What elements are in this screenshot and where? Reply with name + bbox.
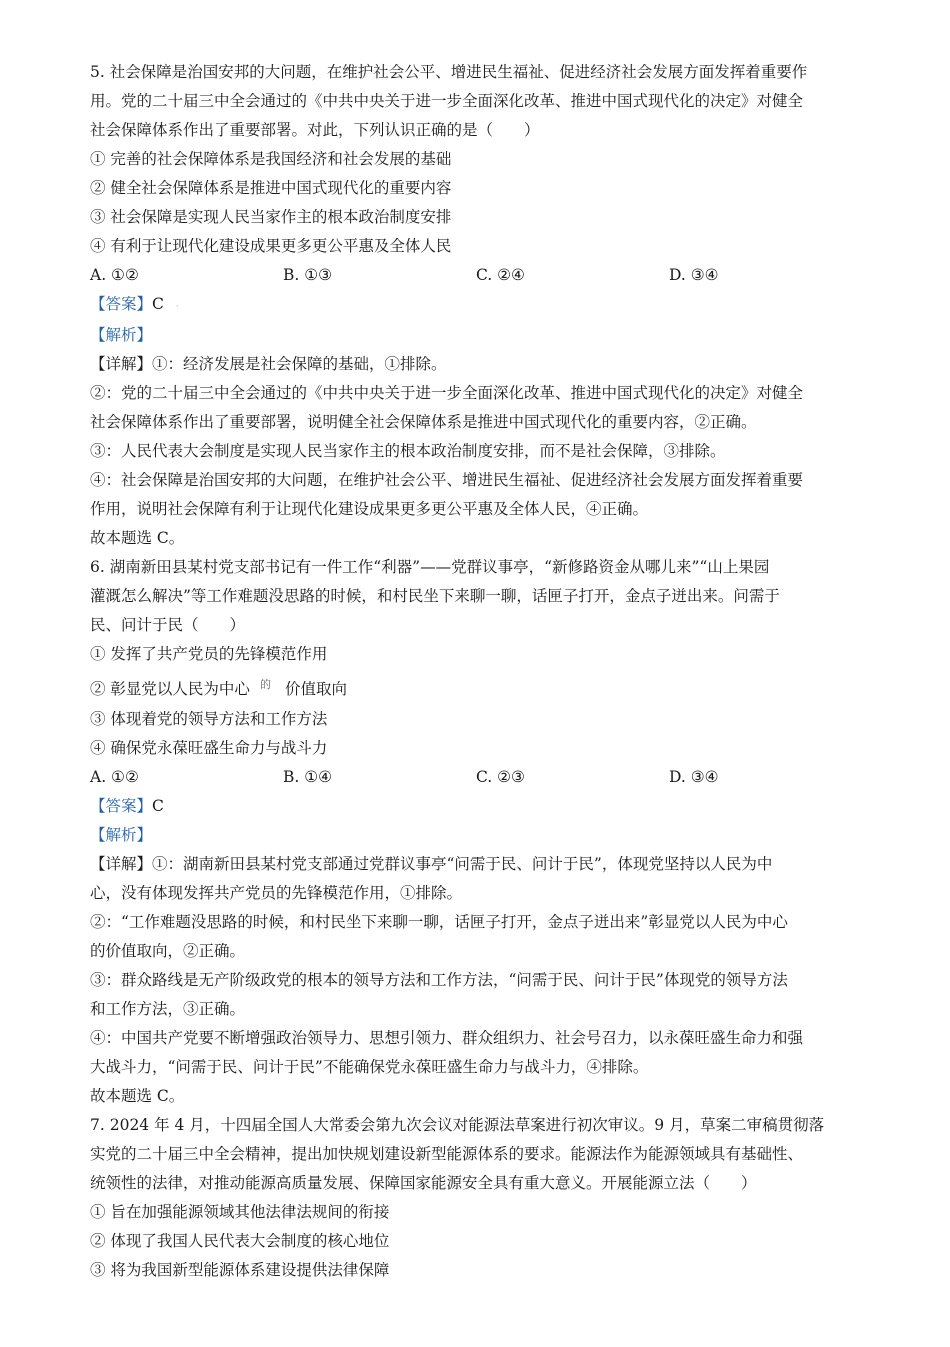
q6-statement: [90, 669, 862, 705]
q6-options: [90, 763, 862, 792]
q7-statement: ③ 将为我国新型能源体系建设提供法律保障: [90, 1261, 390, 1279]
q5-stem-line: 用。党的二十届三中全会通过的《中共中央关于进一步全面深化改革、推进中国式现代化的决定》对健全: [90, 92, 804, 110]
q6-statement-2-mid: 的: [259, 678, 271, 691]
q6-answer: [90, 792, 862, 821]
q6-detail-line: 【详解】①：湖南新田县某村党支部通过党群议事亭“问需于民、问计于民”，体现党坚持以人民为中: [90, 855, 773, 873]
q6-conclusion: 故本题选 C。: [90, 1087, 185, 1105]
q6-stem-line: 灌溉怎么解决”等工作难题没思路的时候，和村民坐下来聊一聊，话匣子打开，金点子迸出来。问需于: [90, 587, 780, 605]
q6-statement: ④ 确保党永葆旺盛生命力与战斗力: [90, 739, 328, 757]
q6-statement: ① 发挥了共产党员的先锋模范作用: [90, 645, 328, 663]
q5-detail-line: 社会保障体系作出了重要部署，说明健全社会保障体系是推进中国式现代化的重要内容，②正确。: [90, 413, 757, 431]
q6-option-c: C. ②③: [476, 768, 525, 786]
q5-conclusion: 故本题选 C。: [90, 529, 185, 547]
q5-detail-line: ②：党的二十届三中全会通过的《中共中央关于进一步全面深化改革、推进中国式现代化的决定》对健全: [90, 384, 804, 402]
q5-analysis-tag: 【解析】: [90, 326, 153, 344]
q7-stem-line: 实党的二十届三中全会精神，提出加快规划建设新型能源体系的要求。能源法作为能源领域具有基础性、: [90, 1145, 804, 1163]
q5-detail-line: ④：社会保障是治国安邦的大问题，在维护社会公平、增进民生福祉、促进经济社会发展方面发挥着重要: [90, 471, 804, 489]
q6-analysis-tag: 【解析】: [90, 826, 153, 844]
q5-statement: ② 健全社会保障体系是推进中国式现代化的重要内容: [90, 179, 452, 197]
answer-value: C: [152, 797, 164, 815]
q6-stem-line: 民、问计于民（ ）: [90, 616, 246, 634]
q6-statement: ③ 体现着党的领导方法和工作方法: [90, 710, 328, 728]
document-page: [90, 58, 862, 1285]
q6-detail-line: 的价值取向，②正确。: [90, 942, 246, 960]
q6-detail-line: 和工作方法，③正确。: [90, 1000, 246, 1018]
q6-option-a: A. ①②: [90, 768, 139, 786]
question-7: [90, 1111, 862, 1285]
q7-statement: ② 体现了我国人民代表大会制度的核心地位: [90, 1232, 390, 1250]
q5-option-d: D. ③④: [669, 266, 719, 284]
q5-statement: ④ 有利于让现代化建设成果更多更公平惠及全体人民: [90, 237, 452, 255]
q5-stem-line: 5. 社会保障是治国安邦的大问题，在维护社会公平、增进民生福祉、促进经济社会发展方面发挥着重要作: [90, 63, 808, 81]
q5-option-c: C. ②④: [476, 266, 525, 284]
q5-option-a: A. ①②: [90, 266, 139, 284]
q5-answer: [90, 290, 862, 321]
q6-statement-2a: ② 彰显党以人民为中心: [90, 680, 250, 698]
q7-stem-line: 统领性的法律，对推动能源高质量发展、保障国家能源安全具有重大意义。开展能源立法（ ）: [90, 1174, 757, 1192]
q6-stem-line: 6. 湖南新田县某村党支部书记有一件工作“利器”——党群议事亭，“新修路资金从哪儿来”“山上果园: [90, 558, 770, 576]
q7-stem-line: 7. 2024 年 4 月，十四届全国人大常委会第九次会议对能源法草案进行初次审议。9 月，草案二审稿贯彻落: [90, 1116, 825, 1134]
answer-tag: 【答案】: [90, 295, 153, 313]
q6-statement-2b: 价值取向: [284, 680, 347, 698]
scan-dot: ·: [175, 302, 179, 311]
q5-options: [90, 261, 862, 290]
q6-detail-line: ③：群众路线是无产阶级政党的根本的领导方法和工作方法，“问需于民、问计于民”体现党的领导方法: [90, 971, 788, 989]
q5-stem-line: 社会保障体系作出了重要部署。对此，下列认识正确的是（ ）: [90, 121, 540, 139]
q7-statement: ① 旨在加强能源领域其他法律法规间的衔接: [90, 1203, 390, 1221]
q6-detail-line: 心，没有体现发挥共产党员的先锋模范作用，①排除。: [90, 884, 463, 902]
answer-value: C: [152, 295, 164, 313]
q6-detail-line: 大战斗力，“问需于民、问计于民”不能确保党永葆旺盛生命力与战斗力，④排除。: [90, 1058, 649, 1076]
answer-tag: 【答案】: [90, 797, 153, 815]
q6-detail-line: ②：“工作难题没思路的时候，和村民坐下来聊一聊，话匣子打开，金点子迸出来”彰显党以人民为中心: [90, 913, 788, 931]
q5-detail-line: 作用，说明社会保障有利于让现代化建设成果更多更公平惠及全体人民，④正确。: [90, 500, 649, 518]
q5-option-b: B. ①③: [283, 266, 333, 284]
q5-statement: ③ 社会保障是实现人民当家作主的根本政治制度安排: [90, 208, 452, 226]
question-6: [90, 553, 862, 1111]
q6-detail-line: ④：中国共产党要不断增强政治领导力、思想引领力、群众组织力、社会号召力，以永葆旺盛生命力和强: [90, 1029, 804, 1047]
q5-detail-line: 【详解】①：经济发展是社会保障的基础，①排除。: [90, 355, 447, 373]
q5-statement: ① 完善的社会保障体系是我国经济和社会发展的基础: [90, 150, 452, 168]
q6-option-d: D. ③④: [669, 768, 719, 786]
q6-option-b: B. ①④: [283, 768, 333, 786]
q5-detail-line: ③：人民代表大会制度是实现人民当家作主的根本政治制度安排，而不是社会保障，③排除。: [90, 442, 726, 460]
question-5: [90, 58, 862, 553]
